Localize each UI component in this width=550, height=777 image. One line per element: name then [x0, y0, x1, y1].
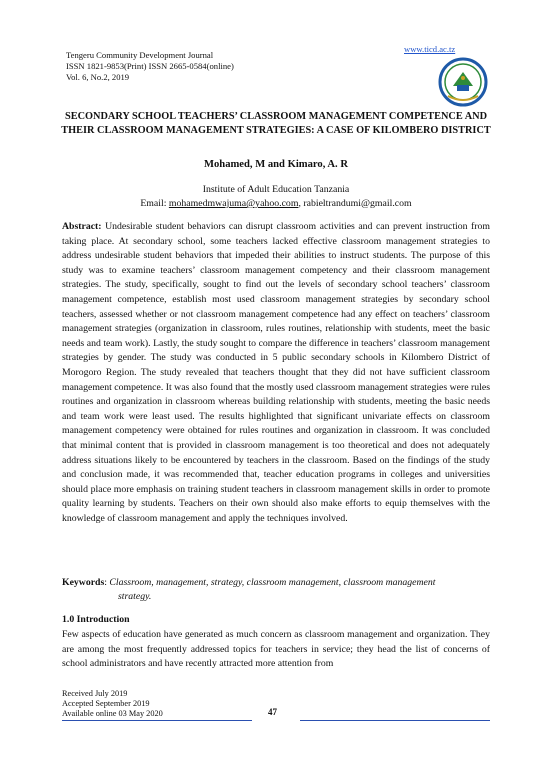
journal-volume: Vol. 6, No.2, 2019: [66, 72, 130, 82]
available-date: Available online 03 May 2020: [62, 709, 163, 718]
keywords-colon: :: [104, 577, 107, 588]
keywords-line-2: strategy.: [118, 591, 152, 603]
email-address-2: rabieltrandumi@gmail.com: [303, 198, 412, 209]
footer-rule-left: [62, 720, 252, 721]
section-heading-introduction: 1.0 Introduction: [62, 614, 130, 625]
email-separator: ,: [298, 198, 301, 209]
keywords-line-1: Classroom, management, strategy, classroom management, classroom management: [109, 577, 436, 588]
received-date: Received July 2019: [62, 689, 128, 698]
journal-header: [66, 50, 234, 83]
abstract-paragraph: [62, 220, 490, 526]
abstract-text: Undesirable student behaviors can disrupt classroom activities and can prevent instruction from taking place. At secondary school, some teachers lacked effective classroom management strategies to address undesirable student behaviors that impeded their abilities to instruct students. The purpose of this study was to examine teachers’ classroom management competency and their classroom management strategies. The study, specifically, sought to find out the levels of secondary school teachers’ classroom management competence, establish most used classroom management strategies by secondary school teachers, assessed whether or not classroom management competence had any effect on teachers’ classroom management strategies (organization in classroom, rules routines, relationship with students, meet the basic needs and team work). Lastly, the study sought to compare the difference in teachers’ classroom management strategies by gender. The study was conducted in 5 public secondary schools in Kilombero District of Morogoro Region. The study revealed that teachers thought that they did not have sufficient classroom management competence. It was also found that the mostly used classroom management strategies were rules routines and organization in classroom whereas building relationship with students, meeting the basic needs and team work were least used. The results highlighted that significant univariate effects on classroom management competency were obtained for rules routines and organization in classroom. It was concluded that minimal content that is provided in classroom management is too theoretical and does not adequately address situations likely to be encountered by teachers in the classroom. Based on the findings of the study and conclusion made, it was recommended that, teacher education programs in colleges and universities should place more emphasis on training student teachers in classroom management skills in order to promote quality learning by students. Teachers on their own should also make efforts to equip themselves with the knowledge of classroom management and apply the techniques involved.: [62, 221, 490, 524]
paper-title: SECONDARY SCHOOL TEACHERS’ CLASSROOM MANAGEMENT COMPETENCE AND THEIR CLASSROOM MANAGEMENT STRATEGIES: A CASE OF KILOMBERO DISTRICT: [61, 111, 491, 136]
introduction-paragraph: Few aspects of education have generated as much concern as classroom management and organization. They are among the most frequently addressed topics for teachers in service; they head the list of concerns of school administrators and have recently attracted more attention from: [62, 629, 490, 670]
keywords-label: Keywords: [62, 577, 105, 588]
email-label: Email:: [140, 198, 167, 209]
accepted-date: Accepted September 2019: [62, 699, 150, 708]
abstract-label: Abstract:: [62, 221, 102, 232]
article-dates: [62, 689, 163, 719]
author-institution: Institute of Adult Education Tanzania: [202, 184, 350, 195]
journal-issn: ISSN 1821-9853(Print) ISSN 2665-0584(online): [66, 61, 234, 71]
keywords-block: [62, 576, 490, 605]
journal-url-link[interactable]: www.ticd.ac.tz: [404, 44, 456, 54]
author-emails: [60, 198, 492, 209]
page-number: 47: [268, 707, 277, 717]
institute-logo-icon: [436, 56, 490, 108]
paper-authors: Mohamed, M and Kimaro, A. R: [204, 159, 348, 170]
footer-rule-right: [300, 720, 490, 721]
email-link-1[interactable]: mohamedmwajuma@yahoo.com: [168, 198, 299, 209]
journal-name: Tengeru Community Development Journal: [66, 50, 214, 60]
